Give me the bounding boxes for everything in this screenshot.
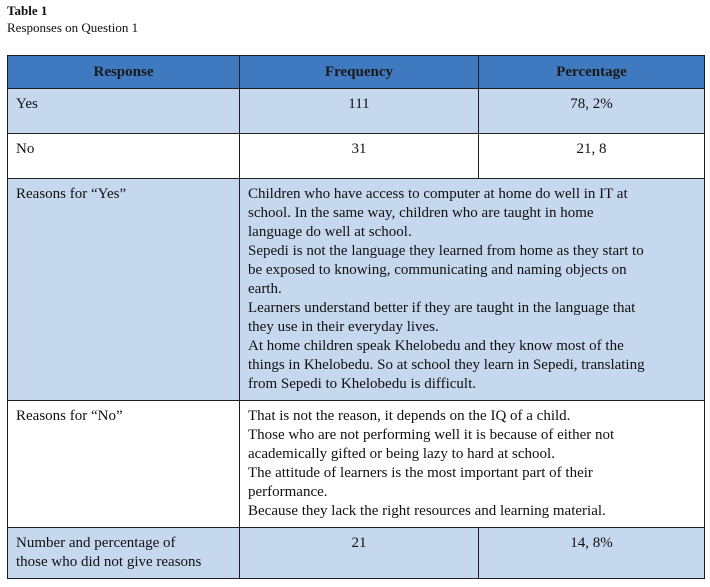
cell-percentage: 78, 2% — [479, 89, 705, 134]
table-title: Table 1 — [7, 3, 48, 18]
reason-line: Children who have access to computer at home do well in IT at — [248, 186, 628, 202]
cell-reasons-yes-text — [240, 179, 705, 401]
reason-line: academically gifted or being lazy to hard at school. — [248, 446, 555, 462]
cell-frequency: 21 — [240, 528, 479, 579]
reason-line: be exposed to knowing, communicating and naming objects on — [248, 262, 627, 278]
table-row-no-reason — [8, 528, 705, 579]
reason-line: things in Khelobedu. So at school they learn in Sepedi, translating — [248, 357, 645, 373]
header-percentage: Percentage — [479, 56, 705, 89]
reason-line: That is not the reason, it depends on the IQ of a child. — [248, 408, 571, 424]
reason-line: Learners understand better if they are taught in the language that — [248, 300, 636, 316]
reason-line: they use in their everyday lives. — [248, 319, 439, 335]
reason-line: The attitude of learners is the most important part of their — [248, 465, 593, 481]
cell-response: Yes — [8, 89, 240, 134]
cell-percentage: 21, 8 — [479, 134, 705, 179]
reason-line: earth. — [248, 281, 282, 297]
cell-reasons-yes-label: Reasons for “Yes” — [8, 179, 240, 401]
no-reason-label-line: Number and percentage of — [16, 535, 176, 551]
table-row-yes — [8, 89, 705, 134]
reason-line: Because they lack the right resources and learning material. — [248, 503, 606, 519]
cell-percentage: 14, 8% — [479, 528, 705, 579]
reason-line: Sepedi is not the language they learned from home as they start to — [248, 243, 644, 259]
reason-line: language do well at school. — [248, 224, 412, 240]
cell-reasons-no-label: Reasons for “No” — [8, 401, 240, 528]
cell-response: No — [8, 134, 240, 179]
header-frequency: Frequency — [240, 56, 479, 89]
table-caption — [7, 2, 138, 36]
header-row — [8, 56, 705, 89]
responses-table — [7, 55, 705, 579]
cell-frequency: 31 — [240, 134, 479, 179]
cell-no-reason-label — [8, 528, 240, 579]
table-row-no — [8, 134, 705, 179]
no-reason-label-line: those who did not give reasons — [16, 554, 202, 570]
reason-line: school. In the same way, children who are taught in home — [248, 205, 594, 221]
cell-frequency: 111 — [240, 89, 479, 134]
header-response: Response — [8, 56, 240, 89]
reason-line: from Sepedi to Khelobedu is difficult. — [248, 376, 477, 392]
reason-line: At home children speak Khelobedu and they know most of the — [248, 338, 624, 354]
cell-reasons-no-text — [240, 401, 705, 528]
table-subtitle: Responses on Question 1 — [7, 20, 139, 35]
table-row-reasons-yes — [8, 179, 705, 401]
reason-line: Those who are not performing well it is because of either not — [248, 427, 615, 443]
table-row-reasons-no — [8, 401, 705, 528]
reason-line: performance. — [248, 484, 328, 500]
